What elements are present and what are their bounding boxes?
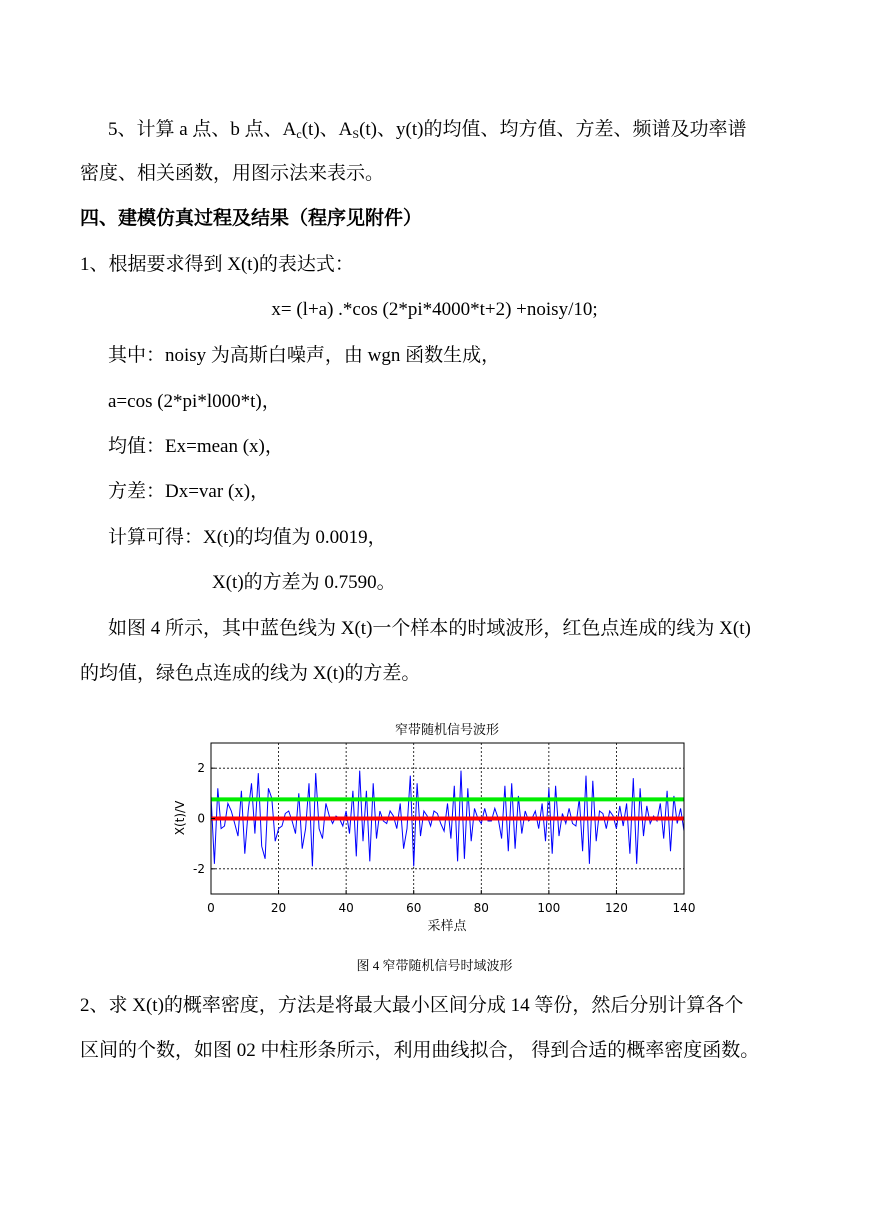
chart-title: 窄带随机信号波形: [394, 723, 500, 738]
x-tick-label: 40: [338, 901, 354, 915]
y-tick-label: 0: [197, 811, 205, 826]
result-mean: 计算可得：X(t)的均值为 0.0019，: [108, 527, 387, 548]
section-heading: 四、建模仿真过程及结果（程序见附件）: [80, 208, 423, 229]
item2-line1: 2、求 X(t)的概率密度，方法是将最大最小区间分成 14 等份，然后分别计算各个: [80, 995, 744, 1016]
chart-series: [211, 771, 684, 867]
noise-note: 其中：noisy 为高斯白噪声，由 wgn 函数生成，: [108, 345, 501, 366]
y-axis-label: X(t)/V: [173, 800, 187, 836]
x-tick-label: 20: [270, 901, 287, 915]
figure-caption: 图 4 窄带随机信号时域波形: [356, 958, 513, 973]
waveform-chart: [160, 712, 720, 944]
a-definition: a=cos (2*pi*l000*t)，: [108, 391, 281, 412]
p5-sub-s: S: [352, 127, 360, 141]
paragraph5-line2: 密度、相关函数，用图示法来表示。: [80, 163, 385, 184]
x-tick-label: 0: [207, 901, 215, 915]
item1-title: 1、根据要求得到 X(t)的表达式：: [80, 254, 354, 275]
y-tick-label: -2: [193, 861, 205, 876]
x-axis-label: 采样点: [427, 919, 467, 934]
desc-line1: 如图 4 所示，其中蓝色线为 X(t)一个样本的时域波形，红色点连成的线为 X(t): [108, 618, 751, 639]
p5-sub-c: c: [296, 127, 302, 141]
mean-definition: 均值：Ex=mean (x)，: [108, 436, 284, 457]
x-tick-label: 80: [473, 901, 489, 915]
var-definition: 方差：Dx=var (x)，: [108, 481, 270, 502]
y-ticks: [193, 761, 215, 876]
p5-prefix: 5、计算 a 点、b 点、A: [108, 119, 297, 140]
y-tick-label: 2: [197, 761, 205, 776]
x-tick-label: 120: [604, 901, 628, 915]
desc-line2: 的均值，绿色点连成的线为 X(t)的方差。: [80, 663, 421, 684]
p5-mid: (t)、A: [301, 119, 353, 140]
x-tick-label: 60: [406, 901, 422, 915]
item2-line2: 区间的个数，如图 02 中柱形条所示，利用曲线拟合， 得到合适的概率密度函数。: [80, 1040, 760, 1061]
x-tick-label: 100: [537, 901, 561, 915]
formula: x= (l+a) .*cos (2*pi*4000*t+2) +noisy/10;: [271, 299, 598, 320]
p5-suffix: (t)、y(t)的均值、均方值、方差、频谱及功率谱: [359, 119, 747, 140]
paragraph5-line1: [108, 118, 746, 146]
result-var: X(t)的方差为 0.7590。: [212, 572, 396, 593]
x-tick-label: 140: [672, 901, 696, 915]
